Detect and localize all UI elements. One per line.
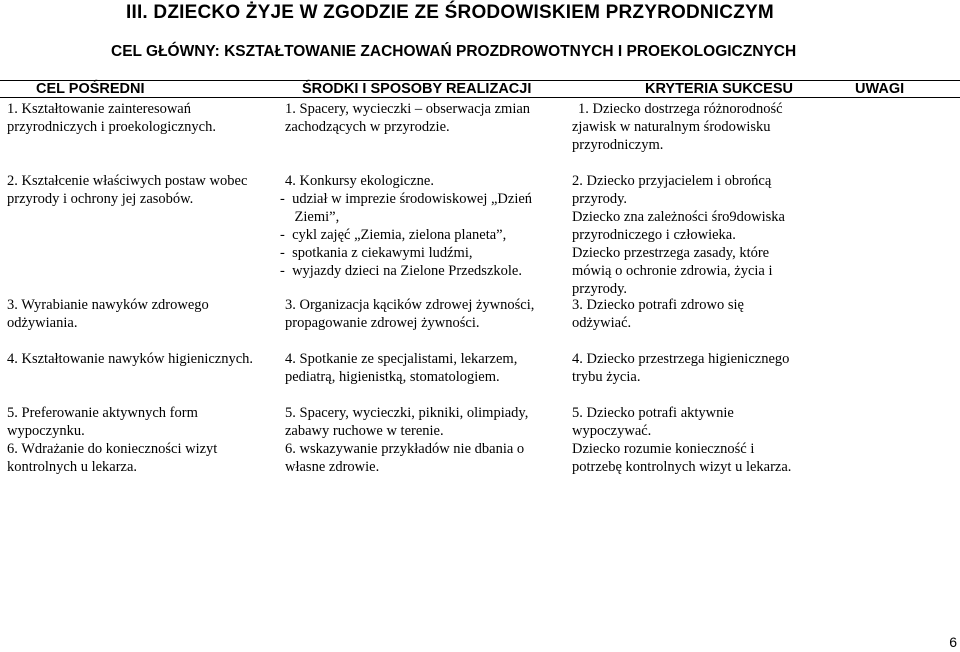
table-cell-text: Dziecko przestrzega zasady, które bbox=[572, 245, 770, 261]
table-cell-text: 1. Spacery, wycieczki – obserwacja zmian bbox=[285, 101, 531, 117]
table-cell-text: Dziecko zna zależności śro9dowiska bbox=[572, 209, 785, 225]
kryteria-block-1 bbox=[572, 100, 783, 154]
header-cel-posredni: CEL POŚREDNI bbox=[36, 81, 145, 97]
table-cell-text: propagowanie zdrowej żywności. bbox=[285, 315, 480, 331]
kryteria-block-2 bbox=[572, 172, 785, 298]
table-cell-text: przyrodniczego i człowieka. bbox=[572, 227, 736, 243]
table-cell-text: Ziemi”, bbox=[280, 209, 340, 225]
cel-block-5 bbox=[7, 404, 217, 476]
table-cell-text: 5. Preferowanie aktywnych form bbox=[7, 405, 198, 421]
table-cell-text: własne zdrowie. bbox=[285, 459, 380, 475]
table-cell-text: mówią o ochronie zdrowia, życia i bbox=[572, 263, 773, 279]
table-cell-text: 1. Kształtowanie zainteresowań bbox=[7, 101, 191, 117]
table-cell-text: przyrody. bbox=[572, 281, 628, 297]
srodki-block-1 bbox=[285, 100, 530, 136]
page-number: 6 bbox=[949, 634, 957, 650]
table-cell-text: odżywiać. bbox=[572, 315, 632, 331]
srodki-block-2 bbox=[280, 172, 532, 280]
table-cell-text: - wyjazdy dzieci na Zielone Przedszkole. bbox=[280, 263, 522, 279]
table-cell-text: 6. wskazywanie przykładów nie dbania o bbox=[285, 441, 525, 457]
table-cell-text: przyrody i ochrony jej zasobów. bbox=[7, 191, 194, 207]
cel-block-2 bbox=[7, 172, 247, 208]
srodki-block-4 bbox=[285, 350, 517, 386]
header-bottom-border bbox=[0, 97, 960, 98]
table-cell-text: 3. Wyrabianie nawyków zdrowego bbox=[7, 297, 209, 313]
table-cell-text: 2. Kształcenie właściwych postaw wobec bbox=[7, 173, 248, 189]
cel-block-1 bbox=[7, 100, 216, 136]
table-cell-text: przyrodniczym. bbox=[572, 137, 664, 153]
table-cell-text: - udział w imprezie środowiskowej „Dzień bbox=[280, 191, 533, 207]
table-cell-text: przyrody. bbox=[572, 191, 628, 207]
cel-block-3 bbox=[7, 296, 209, 332]
table-cell-text: 4. Kształtowanie nawyków higienicznych. bbox=[7, 351, 254, 367]
cel-block-4 bbox=[7, 350, 253, 368]
table-cell-text: pediatrą, higienistką, stomatologiem. bbox=[285, 369, 500, 385]
table-cell-text: kontrolnych u lekarza. bbox=[7, 459, 138, 475]
table-cell-text: 5. Dziecko potrafi aktywnie bbox=[572, 405, 734, 421]
table-cell-text: 3. Dziecko potrafi zdrowo się bbox=[572, 297, 744, 313]
table-cell-text: Dziecko rozumie konieczność i bbox=[572, 441, 755, 457]
header-srodki: ŚRODKI I SPOSOBY REALIZACJI bbox=[302, 81, 532, 97]
table-cell-text: 4. Spotkanie ze specjalistami, lekarzem, bbox=[285, 351, 518, 367]
table-cell-text: zabawy ruchowe w terenie. bbox=[285, 423, 444, 439]
table-cell-text: zjawisk w naturalnym środowisku bbox=[572, 119, 771, 135]
table-cell-text: 1. Dziecko dostrzega różnorodność bbox=[578, 101, 783, 117]
table-cell-text: wypoczywać. bbox=[572, 423, 652, 439]
kryteria-block-4 bbox=[572, 350, 789, 386]
table-cell-text: odżywiania. bbox=[7, 315, 78, 331]
main-goal: CEL GŁÓWNY: KSZTAŁTOWANIE ZACHOWAŃ PROZDROWOTNYCH I PROEKOLOGICZNYCH bbox=[111, 43, 797, 60]
table-cell-text: 4. Konkursy ekologiczne. bbox=[285, 173, 434, 189]
kryteria-block-3 bbox=[572, 296, 744, 332]
table-cell-text: przyrodniczych i proekologicznych. bbox=[7, 119, 216, 135]
table-cell-text: - cykl zajęć „Ziemia, zielona planeta”, bbox=[280, 227, 507, 243]
srodki-block-5 bbox=[285, 404, 528, 476]
header-uwagi: UWAGI bbox=[855, 81, 905, 97]
table-cell-text: zachodzących w przyrodzie. bbox=[285, 119, 450, 135]
table-cell-text: 6. Wdrażanie do konieczności wizyt bbox=[7, 441, 218, 457]
kryteria-block-5 bbox=[572, 404, 791, 476]
table-cell-text: 5. Spacery, wycieczki, pikniki, olimpiady, bbox=[285, 405, 529, 421]
table-cell-text: - spotkania z ciekawymi ludźmi, bbox=[280, 245, 473, 261]
srodki-block-3 bbox=[285, 296, 534, 332]
table-cell-text: 2. Dziecko przyjacielem i obrońcą bbox=[572, 173, 772, 189]
header-kryteria: KRYTERIA SUKCESU bbox=[645, 81, 793, 97]
table-cell-text: 4. Dziecko przestrzega higienicznego bbox=[572, 351, 790, 367]
page-title: III. DZIECKO ŻYJE W ZGODZIE ZE ŚRODOWISKIEM PRZYRODNICZYM bbox=[126, 2, 774, 23]
table-cell-text: potrzebę kontrolnych wizyt u lekarza. bbox=[572, 459, 792, 475]
table-cell-text: 3. Organizacja kącików zdrowej żywności, bbox=[285, 297, 535, 313]
table-cell-text: trybu życia. bbox=[572, 369, 641, 385]
table-cell-text: wypoczynku. bbox=[7, 423, 85, 439]
